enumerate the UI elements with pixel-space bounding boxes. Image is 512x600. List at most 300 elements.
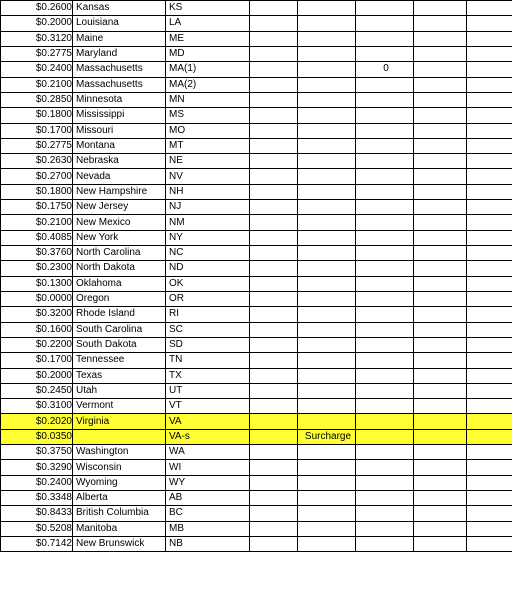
cell-empty[interactable] bbox=[414, 230, 467, 245]
cell-empty[interactable] bbox=[414, 200, 467, 215]
table-row bbox=[1, 92, 512, 107]
cell-state[interactable]: Massachusetts bbox=[73, 77, 166, 92]
cell-empty[interactable] bbox=[250, 16, 298, 31]
cell-rate[interactable]: $0.2020 bbox=[1, 414, 73, 429]
cell-rate[interactable]: $0.7142 bbox=[1, 536, 73, 551]
cell-state[interactable]: Massachusetts bbox=[73, 62, 166, 77]
cell-mark[interactable] bbox=[356, 383, 414, 398]
cell-empty[interactable] bbox=[467, 169, 512, 184]
cell-empty[interactable] bbox=[467, 138, 512, 153]
cell-rate[interactable]: $0.2100 bbox=[1, 77, 73, 92]
cell-mark[interactable] bbox=[356, 475, 414, 490]
cell-empty[interactable] bbox=[467, 200, 512, 215]
cell-empty[interactable] bbox=[250, 92, 298, 107]
cell-empty[interactable] bbox=[250, 230, 298, 245]
cell-state[interactable]: Manitoba bbox=[73, 521, 166, 536]
cell-empty[interactable] bbox=[250, 200, 298, 215]
cell-empty[interactable] bbox=[250, 1, 298, 16]
cell-mark[interactable] bbox=[356, 31, 414, 46]
cell-rate[interactable]: $0.2400 bbox=[1, 475, 73, 490]
cell-note[interactable] bbox=[298, 414, 356, 429]
cell-empty[interactable] bbox=[467, 261, 512, 276]
cell-empty[interactable] bbox=[250, 154, 298, 169]
cell-empty[interactable] bbox=[250, 62, 298, 77]
cell-empty[interactable] bbox=[250, 429, 298, 444]
cell-state[interactable]: Utah bbox=[73, 383, 166, 398]
cell-empty[interactable] bbox=[467, 62, 512, 77]
cell-empty[interactable] bbox=[467, 230, 512, 245]
cell-rate[interactable]: $0.2000 bbox=[1, 368, 73, 383]
cell-empty[interactable] bbox=[414, 536, 467, 551]
cell-empty[interactable] bbox=[414, 399, 467, 414]
cell-empty[interactable] bbox=[414, 460, 467, 475]
cell-state[interactable]: Montana bbox=[73, 138, 166, 153]
cell-code[interactable]: TN bbox=[166, 353, 250, 368]
cell-state[interactable]: Oklahoma bbox=[73, 276, 166, 291]
cell-empty[interactable] bbox=[414, 46, 467, 61]
cell-code[interactable]: MS bbox=[166, 108, 250, 123]
table-row bbox=[1, 491, 512, 506]
cell-empty[interactable] bbox=[467, 429, 512, 444]
cell-state[interactable]: Maine bbox=[73, 31, 166, 46]
table-row bbox=[1, 291, 512, 306]
cell-rate[interactable]: $0.5208 bbox=[1, 521, 73, 536]
cell-note[interactable] bbox=[298, 169, 356, 184]
cell-empty[interactable] bbox=[250, 368, 298, 383]
cell-rate[interactable]: $0.1750 bbox=[1, 200, 73, 215]
cell-empty[interactable] bbox=[467, 77, 512, 92]
cell-note[interactable] bbox=[298, 215, 356, 230]
cell-rate[interactable]: $0.3100 bbox=[1, 399, 73, 414]
cell-empty[interactable] bbox=[414, 1, 467, 16]
cell-empty[interactable] bbox=[414, 445, 467, 460]
cell-code[interactable]: NC bbox=[166, 246, 250, 261]
cell-empty[interactable] bbox=[467, 123, 512, 138]
cell-state[interactable]: Texas bbox=[73, 368, 166, 383]
cell-empty[interactable] bbox=[414, 16, 467, 31]
cell-note[interactable] bbox=[298, 16, 356, 31]
cell-note[interactable] bbox=[298, 1, 356, 16]
cell-empty[interactable] bbox=[250, 536, 298, 551]
cell-note[interactable] bbox=[298, 536, 356, 551]
cell-empty[interactable] bbox=[467, 475, 512, 490]
cell-mark[interactable] bbox=[356, 521, 414, 536]
cell-empty[interactable] bbox=[250, 276, 298, 291]
cell-code[interactable]: MB bbox=[166, 521, 250, 536]
cell-mark[interactable] bbox=[356, 429, 414, 444]
cell-code[interactable]: KS bbox=[166, 1, 250, 16]
cell-state[interactable]: Kansas bbox=[73, 1, 166, 16]
cell-mark[interactable] bbox=[356, 215, 414, 230]
cell-code[interactable]: RI bbox=[166, 307, 250, 322]
cell-code[interactable]: ME bbox=[166, 31, 250, 46]
cell-code[interactable]: SD bbox=[166, 337, 250, 352]
cell-empty[interactable] bbox=[250, 184, 298, 199]
table-row bbox=[1, 138, 512, 153]
cell-note[interactable] bbox=[298, 261, 356, 276]
cell-rate[interactable]: $0.3120 bbox=[1, 31, 73, 46]
cell-empty[interactable] bbox=[414, 491, 467, 506]
cell-code[interactable]: MA(2) bbox=[166, 77, 250, 92]
cell-state[interactable]: New Jersey bbox=[73, 200, 166, 215]
cell-empty[interactable] bbox=[467, 307, 512, 322]
cell-mark[interactable] bbox=[356, 261, 414, 276]
cell-empty[interactable] bbox=[250, 246, 298, 261]
cell-empty[interactable] bbox=[467, 491, 512, 506]
cell-empty[interactable] bbox=[250, 46, 298, 61]
cell-code[interactable]: ND bbox=[166, 261, 250, 276]
cell-mark[interactable] bbox=[356, 123, 414, 138]
cell-note[interactable] bbox=[298, 154, 356, 169]
cell-mark[interactable] bbox=[356, 445, 414, 460]
cell-mark[interactable] bbox=[356, 460, 414, 475]
cell-mark[interactable] bbox=[356, 77, 414, 92]
cell-empty[interactable] bbox=[414, 383, 467, 398]
cell-empty[interactable] bbox=[414, 307, 467, 322]
cell-empty[interactable] bbox=[250, 108, 298, 123]
cell-empty[interactable] bbox=[467, 215, 512, 230]
cell-empty[interactable] bbox=[467, 368, 512, 383]
cell-state[interactable]: Nevada bbox=[73, 169, 166, 184]
cell-empty[interactable] bbox=[414, 261, 467, 276]
table-row bbox=[1, 536, 512, 551]
cell-rate[interactable]: $0.1800 bbox=[1, 108, 73, 123]
cell-state[interactable]: Missouri bbox=[73, 123, 166, 138]
cell-state[interactable]: Virginia bbox=[73, 414, 166, 429]
cell-rate[interactable]: $0.2450 bbox=[1, 383, 73, 398]
cell-code[interactable]: WA bbox=[166, 445, 250, 460]
cell-note[interactable] bbox=[298, 31, 356, 46]
cell-mark[interactable] bbox=[356, 291, 414, 306]
cell-note[interactable] bbox=[298, 460, 356, 475]
cell-code[interactable]: MD bbox=[166, 46, 250, 61]
cell-empty[interactable] bbox=[250, 138, 298, 153]
cell-empty[interactable] bbox=[414, 429, 467, 444]
cell-empty[interactable] bbox=[414, 246, 467, 261]
cell-note[interactable] bbox=[298, 291, 356, 306]
cell-empty[interactable] bbox=[250, 215, 298, 230]
cell-empty[interactable] bbox=[414, 169, 467, 184]
cell-mark[interactable] bbox=[356, 92, 414, 107]
cell-note[interactable] bbox=[298, 475, 356, 490]
cell-rate[interactable]: $0.1700 bbox=[1, 123, 73, 138]
cell-note[interactable] bbox=[298, 123, 356, 138]
cell-mark[interactable] bbox=[356, 246, 414, 261]
cell-mark[interactable] bbox=[356, 1, 414, 16]
cell-rate[interactable]: $0.4085 bbox=[1, 230, 73, 245]
cell-empty[interactable] bbox=[414, 77, 467, 92]
cell-empty[interactable] bbox=[467, 92, 512, 107]
cell-mark[interactable] bbox=[356, 337, 414, 352]
cell-empty[interactable] bbox=[467, 536, 512, 551]
cell-state[interactable]: New Hampshire bbox=[73, 184, 166, 199]
cell-empty[interactable] bbox=[250, 291, 298, 306]
cell-code[interactable]: OR bbox=[166, 291, 250, 306]
cell-rate[interactable]: $0.1600 bbox=[1, 322, 73, 337]
cell-mark[interactable] bbox=[356, 399, 414, 414]
cell-empty[interactable] bbox=[250, 506, 298, 521]
cell-empty[interactable] bbox=[414, 138, 467, 153]
cell-rate[interactable]: $0.2850 bbox=[1, 92, 73, 107]
cell-state[interactable]: Wyoming bbox=[73, 475, 166, 490]
cell-mark[interactable] bbox=[356, 184, 414, 199]
cell-rate[interactable]: $0.0350 bbox=[1, 429, 73, 444]
cell-rate[interactable]: $0.2775 bbox=[1, 46, 73, 61]
cell-note[interactable] bbox=[298, 276, 356, 291]
cell-state[interactable]: South Dakota bbox=[73, 337, 166, 352]
cell-empty[interactable] bbox=[467, 46, 512, 61]
cell-note[interactable] bbox=[298, 77, 356, 92]
cell-note[interactable] bbox=[298, 184, 356, 199]
cell-empty[interactable] bbox=[467, 337, 512, 352]
cell-rate[interactable]: $0.2630 bbox=[1, 154, 73, 169]
cell-empty[interactable] bbox=[467, 16, 512, 31]
cell-code[interactable]: VA bbox=[166, 414, 250, 429]
cell-note[interactable] bbox=[298, 108, 356, 123]
cell-rate[interactable]: $0.2600 bbox=[1, 1, 73, 16]
cell-empty[interactable] bbox=[467, 31, 512, 46]
cell-note[interactable] bbox=[298, 368, 356, 383]
cell-code[interactable]: NJ bbox=[166, 200, 250, 215]
cell-code[interactable]: BC bbox=[166, 506, 250, 521]
cell-rate[interactable]: $0.3760 bbox=[1, 246, 73, 261]
table-row bbox=[1, 475, 512, 490]
cell-rate[interactable]: $0.3290 bbox=[1, 460, 73, 475]
cell-note[interactable] bbox=[298, 337, 356, 352]
cell-empty[interactable] bbox=[467, 322, 512, 337]
cell-rate[interactable]: $0.8433 bbox=[1, 506, 73, 521]
cell-empty[interactable] bbox=[250, 169, 298, 184]
cell-state[interactable]: South Carolina bbox=[73, 322, 166, 337]
cell-mark[interactable] bbox=[356, 414, 414, 429]
cell-empty[interactable] bbox=[250, 445, 298, 460]
cell-empty[interactable] bbox=[250, 353, 298, 368]
cell-code[interactable]: MA(1) bbox=[166, 62, 250, 77]
cell-mark[interactable]: 0 bbox=[356, 62, 414, 77]
cell-code[interactable]: VT bbox=[166, 399, 250, 414]
cell-rate[interactable]: $0.3750 bbox=[1, 445, 73, 460]
cell-rate[interactable]: $0.1800 bbox=[1, 184, 73, 199]
cell-state[interactable]: Alberta bbox=[73, 491, 166, 506]
cell-mark[interactable] bbox=[356, 536, 414, 551]
cell-rate[interactable]: $0.0000 bbox=[1, 291, 73, 306]
cell-note[interactable] bbox=[298, 322, 356, 337]
cell-empty[interactable] bbox=[414, 92, 467, 107]
cell-mark[interactable] bbox=[356, 307, 414, 322]
cell-empty[interactable] bbox=[467, 108, 512, 123]
cell-empty[interactable] bbox=[414, 521, 467, 536]
cell-note[interactable] bbox=[298, 200, 356, 215]
cell-state[interactable]: Washington bbox=[73, 445, 166, 460]
cell-code[interactable]: NY bbox=[166, 230, 250, 245]
cell-note[interactable] bbox=[298, 445, 356, 460]
cell-empty[interactable] bbox=[467, 445, 512, 460]
cell-rate[interactable]: $0.2775 bbox=[1, 138, 73, 153]
cell-code[interactable]: NH bbox=[166, 184, 250, 199]
cell-empty[interactable] bbox=[250, 307, 298, 322]
cell-state[interactable]: Wisconsin bbox=[73, 460, 166, 475]
cell-state[interactable] bbox=[73, 429, 166, 444]
table-row bbox=[1, 521, 512, 536]
cell-note[interactable] bbox=[298, 62, 356, 77]
cell-state[interactable]: North Dakota bbox=[73, 261, 166, 276]
cell-mark[interactable] bbox=[356, 230, 414, 245]
cell-mark[interactable] bbox=[356, 46, 414, 61]
cell-code[interactable]: WY bbox=[166, 475, 250, 490]
cell-empty[interactable] bbox=[467, 184, 512, 199]
cell-empty[interactable] bbox=[414, 337, 467, 352]
cell-empty[interactable] bbox=[250, 414, 298, 429]
cell-empty[interactable] bbox=[250, 123, 298, 138]
cell-note[interactable] bbox=[298, 399, 356, 414]
cell-state[interactable]: Mississippi bbox=[73, 108, 166, 123]
cell-empty[interactable] bbox=[250, 77, 298, 92]
cell-note[interactable] bbox=[298, 506, 356, 521]
cell-state[interactable]: Vermont bbox=[73, 399, 166, 414]
cell-empty[interactable] bbox=[250, 383, 298, 398]
cell-empty[interactable] bbox=[467, 353, 512, 368]
cell-empty[interactable] bbox=[414, 291, 467, 306]
cell-note[interactable] bbox=[298, 307, 356, 322]
table-row bbox=[1, 506, 512, 521]
cell-empty[interactable] bbox=[467, 506, 512, 521]
cell-code[interactable]: VA-s bbox=[166, 429, 250, 444]
cell-note[interactable] bbox=[298, 92, 356, 107]
cell-note[interactable] bbox=[298, 383, 356, 398]
cell-mark[interactable] bbox=[356, 368, 414, 383]
cell-empty[interactable] bbox=[414, 108, 467, 123]
cell-code[interactable]: WI bbox=[166, 460, 250, 475]
cell-rate[interactable]: $0.2300 bbox=[1, 261, 73, 276]
cell-state[interactable]: New Brunswick bbox=[73, 536, 166, 551]
cell-code[interactable]: AB bbox=[166, 491, 250, 506]
cell-state[interactable]: Tennessee bbox=[73, 353, 166, 368]
table-row bbox=[1, 1, 512, 16]
cell-state[interactable]: New York bbox=[73, 230, 166, 245]
cell-empty[interactable] bbox=[250, 322, 298, 337]
cell-note[interactable] bbox=[298, 491, 356, 506]
cell-mark[interactable] bbox=[356, 322, 414, 337]
cell-empty[interactable] bbox=[467, 383, 512, 398]
cell-rate[interactable]: $0.2100 bbox=[1, 215, 73, 230]
cell-empty[interactable] bbox=[250, 521, 298, 536]
cell-state[interactable]: British Columbia bbox=[73, 506, 166, 521]
cell-rate[interactable]: $0.2400 bbox=[1, 62, 73, 77]
cell-empty[interactable] bbox=[414, 322, 467, 337]
cell-mark[interactable] bbox=[356, 16, 414, 31]
cell-rate[interactable]: $0.2200 bbox=[1, 337, 73, 352]
cell-code[interactable]: OK bbox=[166, 276, 250, 291]
cell-code[interactable]: NV bbox=[166, 169, 250, 184]
cell-note[interactable] bbox=[298, 230, 356, 245]
table-row bbox=[1, 261, 512, 276]
cell-mark[interactable] bbox=[356, 200, 414, 215]
cell-empty[interactable] bbox=[414, 276, 467, 291]
cell-state[interactable]: Louisiana bbox=[73, 16, 166, 31]
cell-note[interactable]: Surcharge bbox=[298, 429, 356, 444]
cell-empty[interactable] bbox=[414, 368, 467, 383]
cell-state[interactable]: New Mexico bbox=[73, 215, 166, 230]
cell-empty[interactable] bbox=[250, 31, 298, 46]
cell-mark[interactable] bbox=[356, 491, 414, 506]
cell-note[interactable] bbox=[298, 246, 356, 261]
cell-state[interactable]: North Carolina bbox=[73, 246, 166, 261]
cell-state[interactable]: Maryland bbox=[73, 46, 166, 61]
cell-note[interactable] bbox=[298, 138, 356, 153]
cell-state[interactable]: Rhode Island bbox=[73, 307, 166, 322]
cell-rate[interactable]: $0.1700 bbox=[1, 353, 73, 368]
cell-mark[interactable] bbox=[356, 169, 414, 184]
cell-empty[interactable] bbox=[414, 154, 467, 169]
cell-rate[interactable]: $0.3348 bbox=[1, 491, 73, 506]
cell-rate[interactable]: $0.1300 bbox=[1, 276, 73, 291]
cell-rate[interactable]: $0.3200 bbox=[1, 307, 73, 322]
cell-empty[interactable] bbox=[467, 399, 512, 414]
cell-note[interactable] bbox=[298, 521, 356, 536]
cell-empty[interactable] bbox=[467, 1, 512, 16]
cell-mark[interactable] bbox=[356, 276, 414, 291]
cell-empty[interactable] bbox=[414, 215, 467, 230]
cell-code[interactable]: NM bbox=[166, 215, 250, 230]
cell-empty[interactable] bbox=[467, 460, 512, 475]
cell-empty[interactable] bbox=[250, 475, 298, 490]
cell-empty[interactable] bbox=[414, 184, 467, 199]
cell-mark[interactable] bbox=[356, 154, 414, 169]
cell-empty[interactable] bbox=[414, 123, 467, 138]
cell-empty[interactable] bbox=[467, 246, 512, 261]
cell-state[interactable]: Oregon bbox=[73, 291, 166, 306]
cell-empty[interactable] bbox=[467, 276, 512, 291]
cell-empty[interactable] bbox=[467, 154, 512, 169]
cell-code[interactable]: TX bbox=[166, 368, 250, 383]
cell-empty[interactable] bbox=[250, 337, 298, 352]
cell-empty[interactable] bbox=[467, 291, 512, 306]
cell-code[interactable]: NE bbox=[166, 154, 250, 169]
cell-note[interactable] bbox=[298, 46, 356, 61]
cell-mark[interactable] bbox=[356, 108, 414, 123]
cell-state[interactable]: Nebraska bbox=[73, 154, 166, 169]
cell-empty[interactable] bbox=[414, 506, 467, 521]
cell-code[interactable]: MT bbox=[166, 138, 250, 153]
cell-state[interactable]: Minnesota bbox=[73, 92, 166, 107]
cell-empty[interactable] bbox=[250, 491, 298, 506]
cell-empty[interactable] bbox=[467, 521, 512, 536]
table-row bbox=[1, 31, 512, 46]
cell-empty[interactable] bbox=[414, 62, 467, 77]
cell-empty[interactable] bbox=[250, 261, 298, 276]
cell-empty[interactable] bbox=[467, 414, 512, 429]
cell-rate[interactable]: $0.2000 bbox=[1, 16, 73, 31]
cell-rate[interactable]: $0.2700 bbox=[1, 169, 73, 184]
cell-code[interactable]: UT bbox=[166, 383, 250, 398]
cell-code[interactable]: MN bbox=[166, 92, 250, 107]
cell-empty[interactable] bbox=[414, 475, 467, 490]
table-row bbox=[1, 46, 512, 61]
cell-mark[interactable] bbox=[356, 138, 414, 153]
cell-empty[interactable] bbox=[414, 353, 467, 368]
cell-code[interactable]: NB bbox=[166, 536, 250, 551]
cell-code[interactable]: LA bbox=[166, 16, 250, 31]
cell-note[interactable] bbox=[298, 353, 356, 368]
cell-empty[interactable] bbox=[414, 414, 467, 429]
cell-code[interactable]: SC bbox=[166, 322, 250, 337]
cell-mark[interactable] bbox=[356, 353, 414, 368]
cell-code[interactable]: MO bbox=[166, 123, 250, 138]
cell-empty[interactable] bbox=[250, 460, 298, 475]
cell-empty[interactable] bbox=[414, 31, 467, 46]
cell-empty[interactable] bbox=[250, 399, 298, 414]
cell-mark[interactable] bbox=[356, 506, 414, 521]
